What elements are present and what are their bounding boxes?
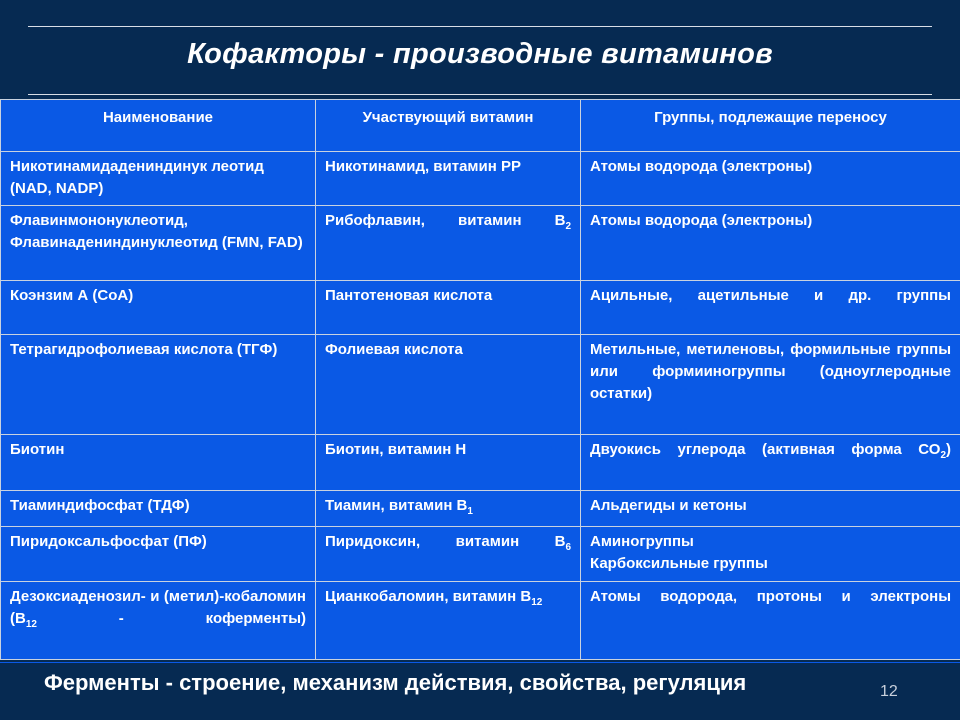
name-tail: - коферменты)	[36, 610, 306, 627]
table-row	[1, 491, 960, 527]
cell-vitamin	[316, 206, 581, 281]
groups-tail: )	[946, 441, 951, 458]
cell-groups	[581, 527, 960, 582]
cell-name: Тиаминдифосфат (ТДФ)	[1, 491, 316, 527]
cell-groups: Ацильные, ацетильные и др. группы	[581, 281, 960, 335]
cell-name: Тетрагидрофолиевая кислота (ТГФ)	[1, 335, 316, 435]
header-row	[1, 100, 960, 152]
cofactor-table	[0, 99, 960, 660]
name-text: Дезоксиаденозил- и (метил)-кобаломин (В	[10, 588, 306, 627]
vitamin-text: Пиридоксин, витамин В	[325, 533, 566, 550]
cell-groups: Атомы водорода (электроны)	[581, 206, 960, 281]
cell-vitamin: Биотин, витамин Н	[316, 435, 581, 491]
cell-groups	[581, 335, 960, 435]
cell-name: Никотинамидадениндинук леотид (NAD, NADP)	[1, 152, 316, 206]
vitamin-subscript: 1	[467, 506, 473, 517]
cell-vitamin	[316, 582, 581, 660]
cell-name-text: Флавинмононуклеотид, Флавинадениндинуклеотид (FMN, FAD)	[10, 212, 303, 251]
cell-groups	[581, 435, 960, 491]
table-row	[1, 582, 960, 660]
vitamin-text: Тиамин, витамин В	[325, 497, 468, 514]
cell-vitamin: Пантотеновая кислота	[316, 281, 581, 335]
cell-name	[1, 206, 316, 281]
cell-groups: Атомы водорода (электроны)	[581, 152, 960, 206]
cell-name: Биотин	[1, 435, 316, 491]
groups-line-1: Аминогруппы	[590, 533, 694, 550]
cell-name: Пиридоксальфосфат (ПФ)	[1, 527, 316, 582]
header-name: Наименование	[1, 100, 316, 152]
vitamin-text: Цианкобаломин, витамин В	[325, 588, 532, 605]
cell-vitamin: Никотинамид, витамин РР	[316, 152, 581, 206]
name-subscript: 12	[25, 619, 37, 630]
vitamin-text: Рибофлавин, витамин В	[325, 212, 566, 229]
table-row	[1, 435, 960, 491]
vitamin-subscript: 12	[531, 597, 543, 608]
cell-groups: Атомы водорода, протоны и электроны	[581, 582, 960, 660]
cell-name: Коэнзим А (СоА)	[1, 281, 316, 335]
cell-name	[1, 582, 316, 660]
title-divider	[28, 94, 932, 95]
header-vitamin: Участвующий витамин	[316, 100, 581, 152]
vitamin-subscript: 2	[565, 221, 571, 232]
groups-line-2: Карбоксильные группы	[590, 555, 768, 572]
table-row	[1, 206, 960, 281]
groups-text: Двуокись углерода (активная форма СО	[590, 441, 941, 458]
cell-groups: Альдегиды и кетоны	[581, 491, 960, 527]
table-row	[1, 152, 960, 206]
cell-vitamin: Фолиевая кислота	[316, 335, 581, 435]
footer-caption: Ферменты - строение, механизм действия, свойства, регуляция	[44, 670, 747, 695]
header-groups: Группы, подлежащие переносу	[581, 100, 960, 152]
table-row	[1, 281, 960, 335]
table-row	[1, 335, 960, 435]
footer-divider	[0, 662, 960, 663]
cell-vitamin	[316, 527, 581, 582]
cell-groups-text: Метильные, метиленовы, формильные группы или формииногруппы (одноуглеродные остатки)	[590, 341, 951, 402]
table-row	[1, 527, 960, 582]
groups-subscript: 2	[940, 450, 946, 461]
slide-title: Кофакторы - производные витаминов	[187, 38, 773, 70]
vitamin-subscript: 6	[565, 542, 571, 553]
top-divider	[28, 26, 932, 27]
page-number: 12	[880, 683, 898, 700]
cell-vitamin	[316, 491, 581, 527]
